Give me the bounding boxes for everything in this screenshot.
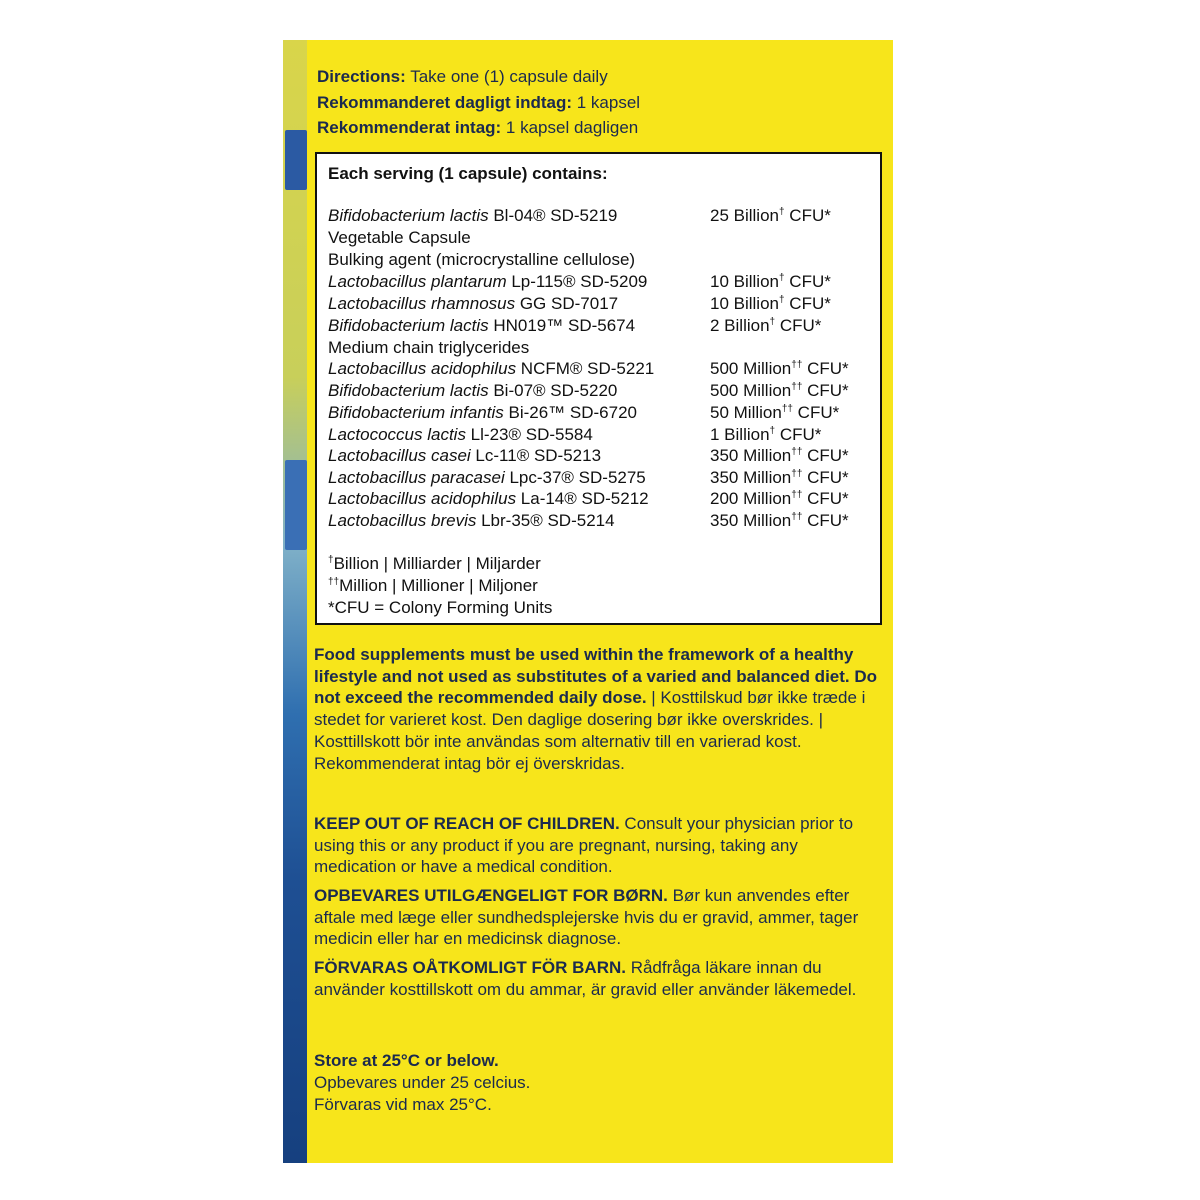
ingredient-species: Lactococcus lactis	[328, 425, 466, 444]
ingredient-species: Lactobacillus acidophilus	[328, 359, 517, 378]
ingredient-strain: Bulking agent (microcrystalline cellulose)	[328, 250, 636, 269]
ingredient-amount: 350 Million†† CFU*	[710, 446, 849, 465]
ingredient-strain: Bi-07® SD-5220	[488, 381, 618, 400]
ingredient-amount: 10 Billion† CFU*	[710, 294, 831, 313]
supplement-notice: Food supplements must be used within the framework of a healthy lifestyle and not used as substitutes of a varied and balanced diet. Do not exceed the recommended daily dose. | Kosttilskud bør ikke træde i stedet for varieret kost. Den daglige dosering bør ikke overskrides. | Kosttillskott bör inte användas som alternativ till en varierad kost. Rekommenderat intag bör ej överskridas.	[314, 645, 878, 773]
ingredient-amount: 200 Million†† CFU*	[710, 489, 849, 508]
ingredient-name	[328, 250, 635, 269]
ingredient-strain: Lbr-35® SD-5214	[476, 511, 615, 530]
footnote: †Billion | Milliarder | Miljarder	[328, 554, 541, 573]
ingredient-name	[328, 294, 618, 313]
ingredient-amount: 25 Billion† CFU*	[710, 206, 831, 225]
ingredient-species: Bifidobacterium infantis	[328, 403, 504, 422]
ingredient-strain: Ll-23® SD-5584	[465, 425, 593, 444]
ingredient-species: Lactobacillus rhamnosus	[328, 294, 516, 313]
ingredient-name	[328, 359, 654, 378]
ingredient-strain: Bi-26™ SD-6720	[503, 403, 637, 422]
ingredient-row	[328, 489, 849, 509]
ingredient-strain: Lc-11® SD-5213	[470, 446, 602, 465]
ingredient-species: Lactobacillus casei	[328, 446, 471, 465]
ingredient-row	[328, 316, 822, 336]
directions-line: Directions: Take one (1) capsule daily	[317, 67, 608, 86]
ingredient-row	[328, 294, 831, 314]
ingredient-species: Bifidobacterium lactis	[328, 381, 489, 400]
ingredient-amount: 350 Million†† CFU*	[710, 511, 849, 530]
ingredient-strain: Lpc-37® SD-5275	[504, 468, 646, 487]
ingredient-name	[328, 206, 617, 225]
ingredient-strain: Medium chain triglycerides	[328, 338, 530, 357]
ingredient-name	[328, 316, 635, 335]
ingredient-strain: Bl-04® SD-5219	[488, 206, 618, 225]
ingredient-row	[328, 403, 840, 423]
ingredient-strain: NCFM® SD-5221	[516, 359, 655, 378]
ingredient-name	[328, 468, 646, 487]
warning-english: KEEP OUT OF REACH OF CHILDREN. Consult your physician prior to using this or any product if you are pregnant, nursing, taking any medication or have a medical condition.	[314, 814, 854, 877]
footnote: *CFU = Colony Forming Units	[328, 598, 553, 617]
ingredient-strain: GG SD-7017	[515, 294, 619, 313]
ingredient-name	[328, 511, 615, 530]
ingredient-species: Lactobacillus brevis	[328, 511, 477, 530]
side-panel-graphic	[285, 460, 307, 550]
ingredient-row	[328, 338, 529, 358]
directions-line: Rekommenderat intag: 1 kapsel dagligen	[317, 118, 639, 137]
supplement-facts-panel	[315, 152, 882, 625]
side-panel-graphic	[285, 130, 307, 190]
ingredient-amount: 1 Billion† CFU*	[710, 425, 822, 444]
ingredient-name	[328, 489, 649, 508]
ingredient-row	[328, 272, 831, 292]
ingredient-amount: 350 Million†† CFU*	[710, 468, 849, 487]
ingredient-amount: 50 Million†† CFU*	[710, 403, 840, 422]
storage-line: Opbevares under 25 celcius.	[314, 1073, 531, 1092]
warning-danish: OPBEVARES UTILGÆNGELIGT FOR BØRN. Bør kun anvendes efter aftale med læge eller sundhedsplejerske hvis du er gravid, ammer, tager medicin eller har en medicinsk diagnose.	[314, 886, 859, 949]
ingredient-strain: Lp-115® SD-5209	[506, 272, 648, 291]
ingredient-strain: Vegetable Capsule	[328, 228, 471, 247]
ingredient-row	[328, 206, 831, 226]
ingredient-species: Bifidobacterium lactis	[328, 206, 489, 225]
ingredient-row	[328, 250, 635, 270]
ingredient-species: Bifidobacterium lactis	[328, 316, 489, 335]
panel-title: Each serving (1 capsule) contains:	[328, 164, 608, 183]
ingredient-name	[328, 446, 601, 465]
ingredient-row	[328, 228, 471, 248]
ingredient-row	[328, 511, 849, 531]
ingredient-amount: 10 Billion† CFU*	[710, 272, 831, 291]
ingredient-row	[328, 425, 822, 445]
ingredient-row	[328, 468, 849, 488]
product-box-back	[307, 40, 893, 1163]
directions-line: Rekommanderet dagligt indtag: 1 kapsel	[317, 93, 641, 112]
warning-swedish: FÖRVARAS OÅTKOMLIGT FÖR BARN. Rådfråga läkare innan du använder kosttillskott om du ammar, är gravid eller använder läkemedel.	[314, 958, 857, 999]
ingredient-strain: HN019™ SD-5674	[488, 316, 636, 335]
ingredient-row	[328, 446, 849, 466]
ingredient-species: Lactobacillus plantarum	[328, 272, 507, 291]
ingredient-row	[328, 359, 849, 379]
ingredient-species: Lactobacillus acidophilus	[328, 489, 517, 508]
ingredient-strain: La-14® SD-5212	[516, 489, 649, 508]
ingredient-name	[328, 425, 593, 444]
footnote: ††Million | Millioner | Miljoner	[328, 576, 538, 595]
ingredient-species: Lactobacillus paracasei	[328, 468, 505, 487]
storage-heading: Store at 25°C or below.	[314, 1051, 499, 1070]
ingredient-name	[328, 403, 637, 422]
ingredient-name	[328, 381, 617, 400]
storage-line: Förvaras vid max 25°C.	[314, 1095, 492, 1114]
ingredient-name	[328, 228, 471, 247]
ingredient-amount: 2 Billion† CFU*	[710, 316, 822, 335]
ingredient-name	[328, 338, 529, 357]
ingredient-amount: 500 Million†† CFU*	[710, 381, 849, 400]
ingredient-name	[328, 272, 647, 291]
ingredient-amount: 500 Million†† CFU*	[710, 359, 849, 378]
ingredient-row	[328, 381, 849, 401]
